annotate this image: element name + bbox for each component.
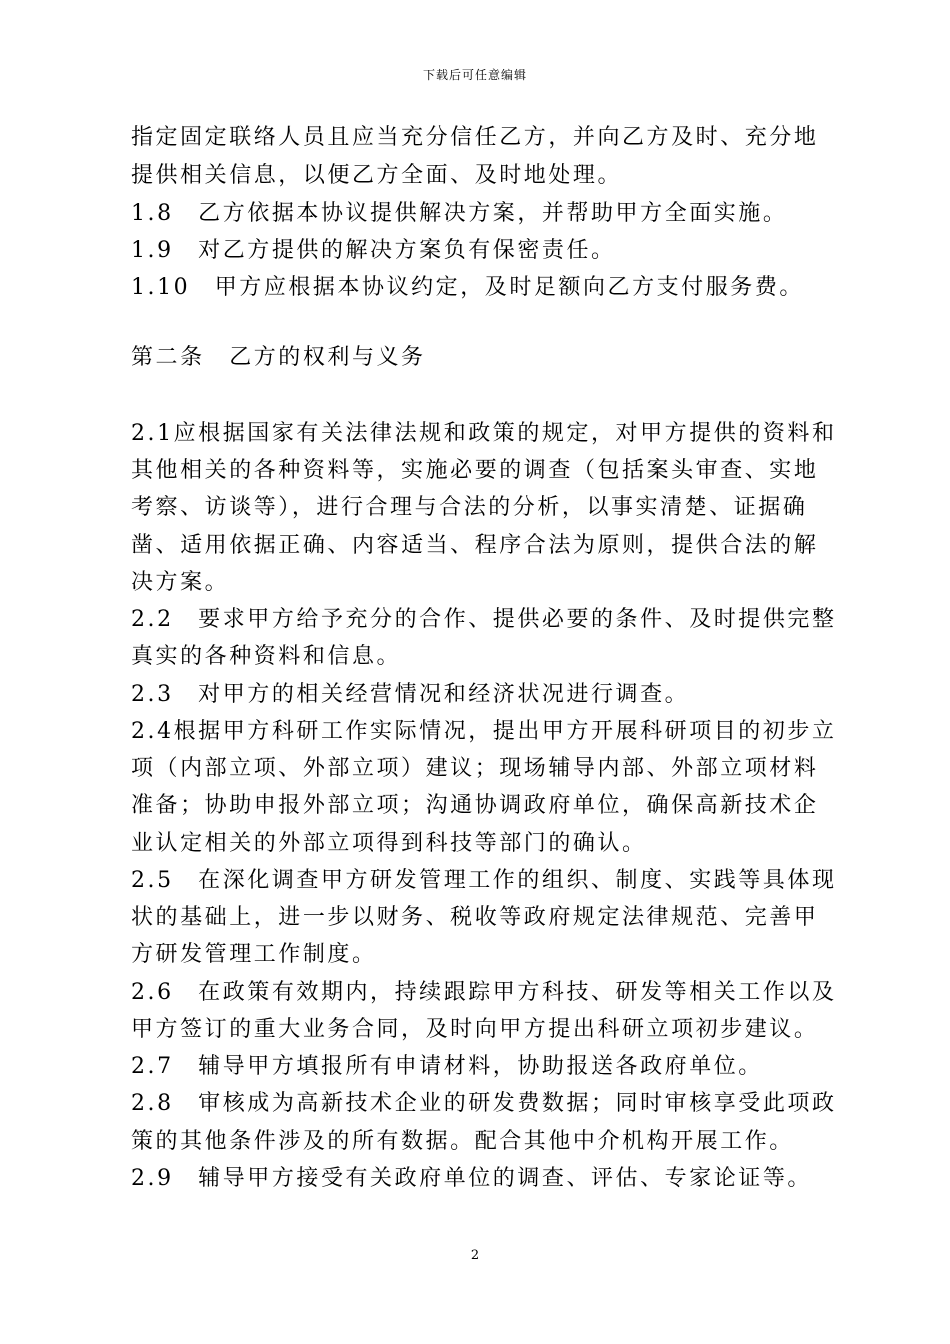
text-line: 状的基础上，进一步以财务、税收等政府规定法律规范、完善甲 <box>131 905 819 930</box>
text-line: 甲方签订的重大业务合同，及时向甲方提出科研立项初步建议。 <box>131 1017 819 1042</box>
clause-1-9: 1.9 对乙方提供的解决方案负有保密责任。 <box>131 238 616 263</box>
text-line: 提供相关信息，以便乙方全面、及时地处理。 <box>131 163 623 188</box>
text-line: 真实的各种资料和信息。 <box>131 644 402 669</box>
clause-2-6: 2.6 在政策有效期内，持续跟踪甲方科技、研发等相关工作以及 <box>131 980 837 1005</box>
text-line: 方研发管理工作制度。 <box>131 942 377 967</box>
page-header: 下载后可任意编辑 <box>422 68 527 82</box>
text-line: 准备；协助申报外部立项；沟通协调政府单位，确保高新技术企 <box>131 793 819 818</box>
clause-2-4: 2.4根据甲方科研工作实际情况，提出甲方开展科研项目的初步立 <box>131 719 837 744</box>
section-heading: 第二条 乙方的权利与义务 <box>131 345 426 370</box>
page-number: 2 <box>470 1248 480 1263</box>
clause-2-5: 2.5 在深化调查甲方研发管理工作的组织、制度、实践等具体现 <box>131 868 837 893</box>
clause-2-9: 2.9 辅导甲方接受有关政府单位的调查、评估、专家论证等。 <box>131 1166 812 1191</box>
text-line: 项（内部立项、外部立项）建议；现场辅导内部、外部立项材料 <box>131 756 819 781</box>
text-line: 指定固定联络人员且应当充分信任乙方，并向乙方及时、充分地 <box>131 125 819 150</box>
text-line: 策的其他条件涉及的所有数据。配合其他中介机构开展工作。 <box>131 1129 794 1154</box>
text-line: 其他相关的各种资料等，实施必要的调查（包括案头审查、实地 <box>131 458 819 483</box>
text-line: 决方案。 <box>131 570 230 595</box>
clause-2-7: 2.7 辅导甲方填报所有申请材料，协助报送各政府单位。 <box>131 1054 763 1079</box>
clause-2-3: 2.3 对甲方的相关经营情况和经济状况进行调查。 <box>131 682 690 707</box>
clause-2-2: 2.2 要求甲方给予充分的合作、提供必要的条件、及时提供完整 <box>131 607 837 632</box>
clause-2-1: 2.1应根据国家有关法律法规和政策的规定，对甲方提供的资料和 <box>131 421 837 446</box>
clause-2-8: 2.8 审核成为高新技术企业的研发费数据；同时审核享受此项政 <box>131 1091 837 1116</box>
clause-1-8: 1.8 乙方依据本协议提供解决方案，并帮助甲方全面实施。 <box>131 201 788 226</box>
clause-1-10: 1.10 甲方应根据本协议约定，及时足额向乙方支付服务费。 <box>131 275 804 300</box>
text-line: 考察、访谈等），进行合理与合法的分析，以事实清楚、证据确 <box>131 495 808 520</box>
text-line: 凿、适用依据正确、内容适当、程序合法为原则，提供合法的解 <box>131 533 819 558</box>
text-line: 业认定相关的外部立项得到科技等部门的确认。 <box>131 831 647 856</box>
